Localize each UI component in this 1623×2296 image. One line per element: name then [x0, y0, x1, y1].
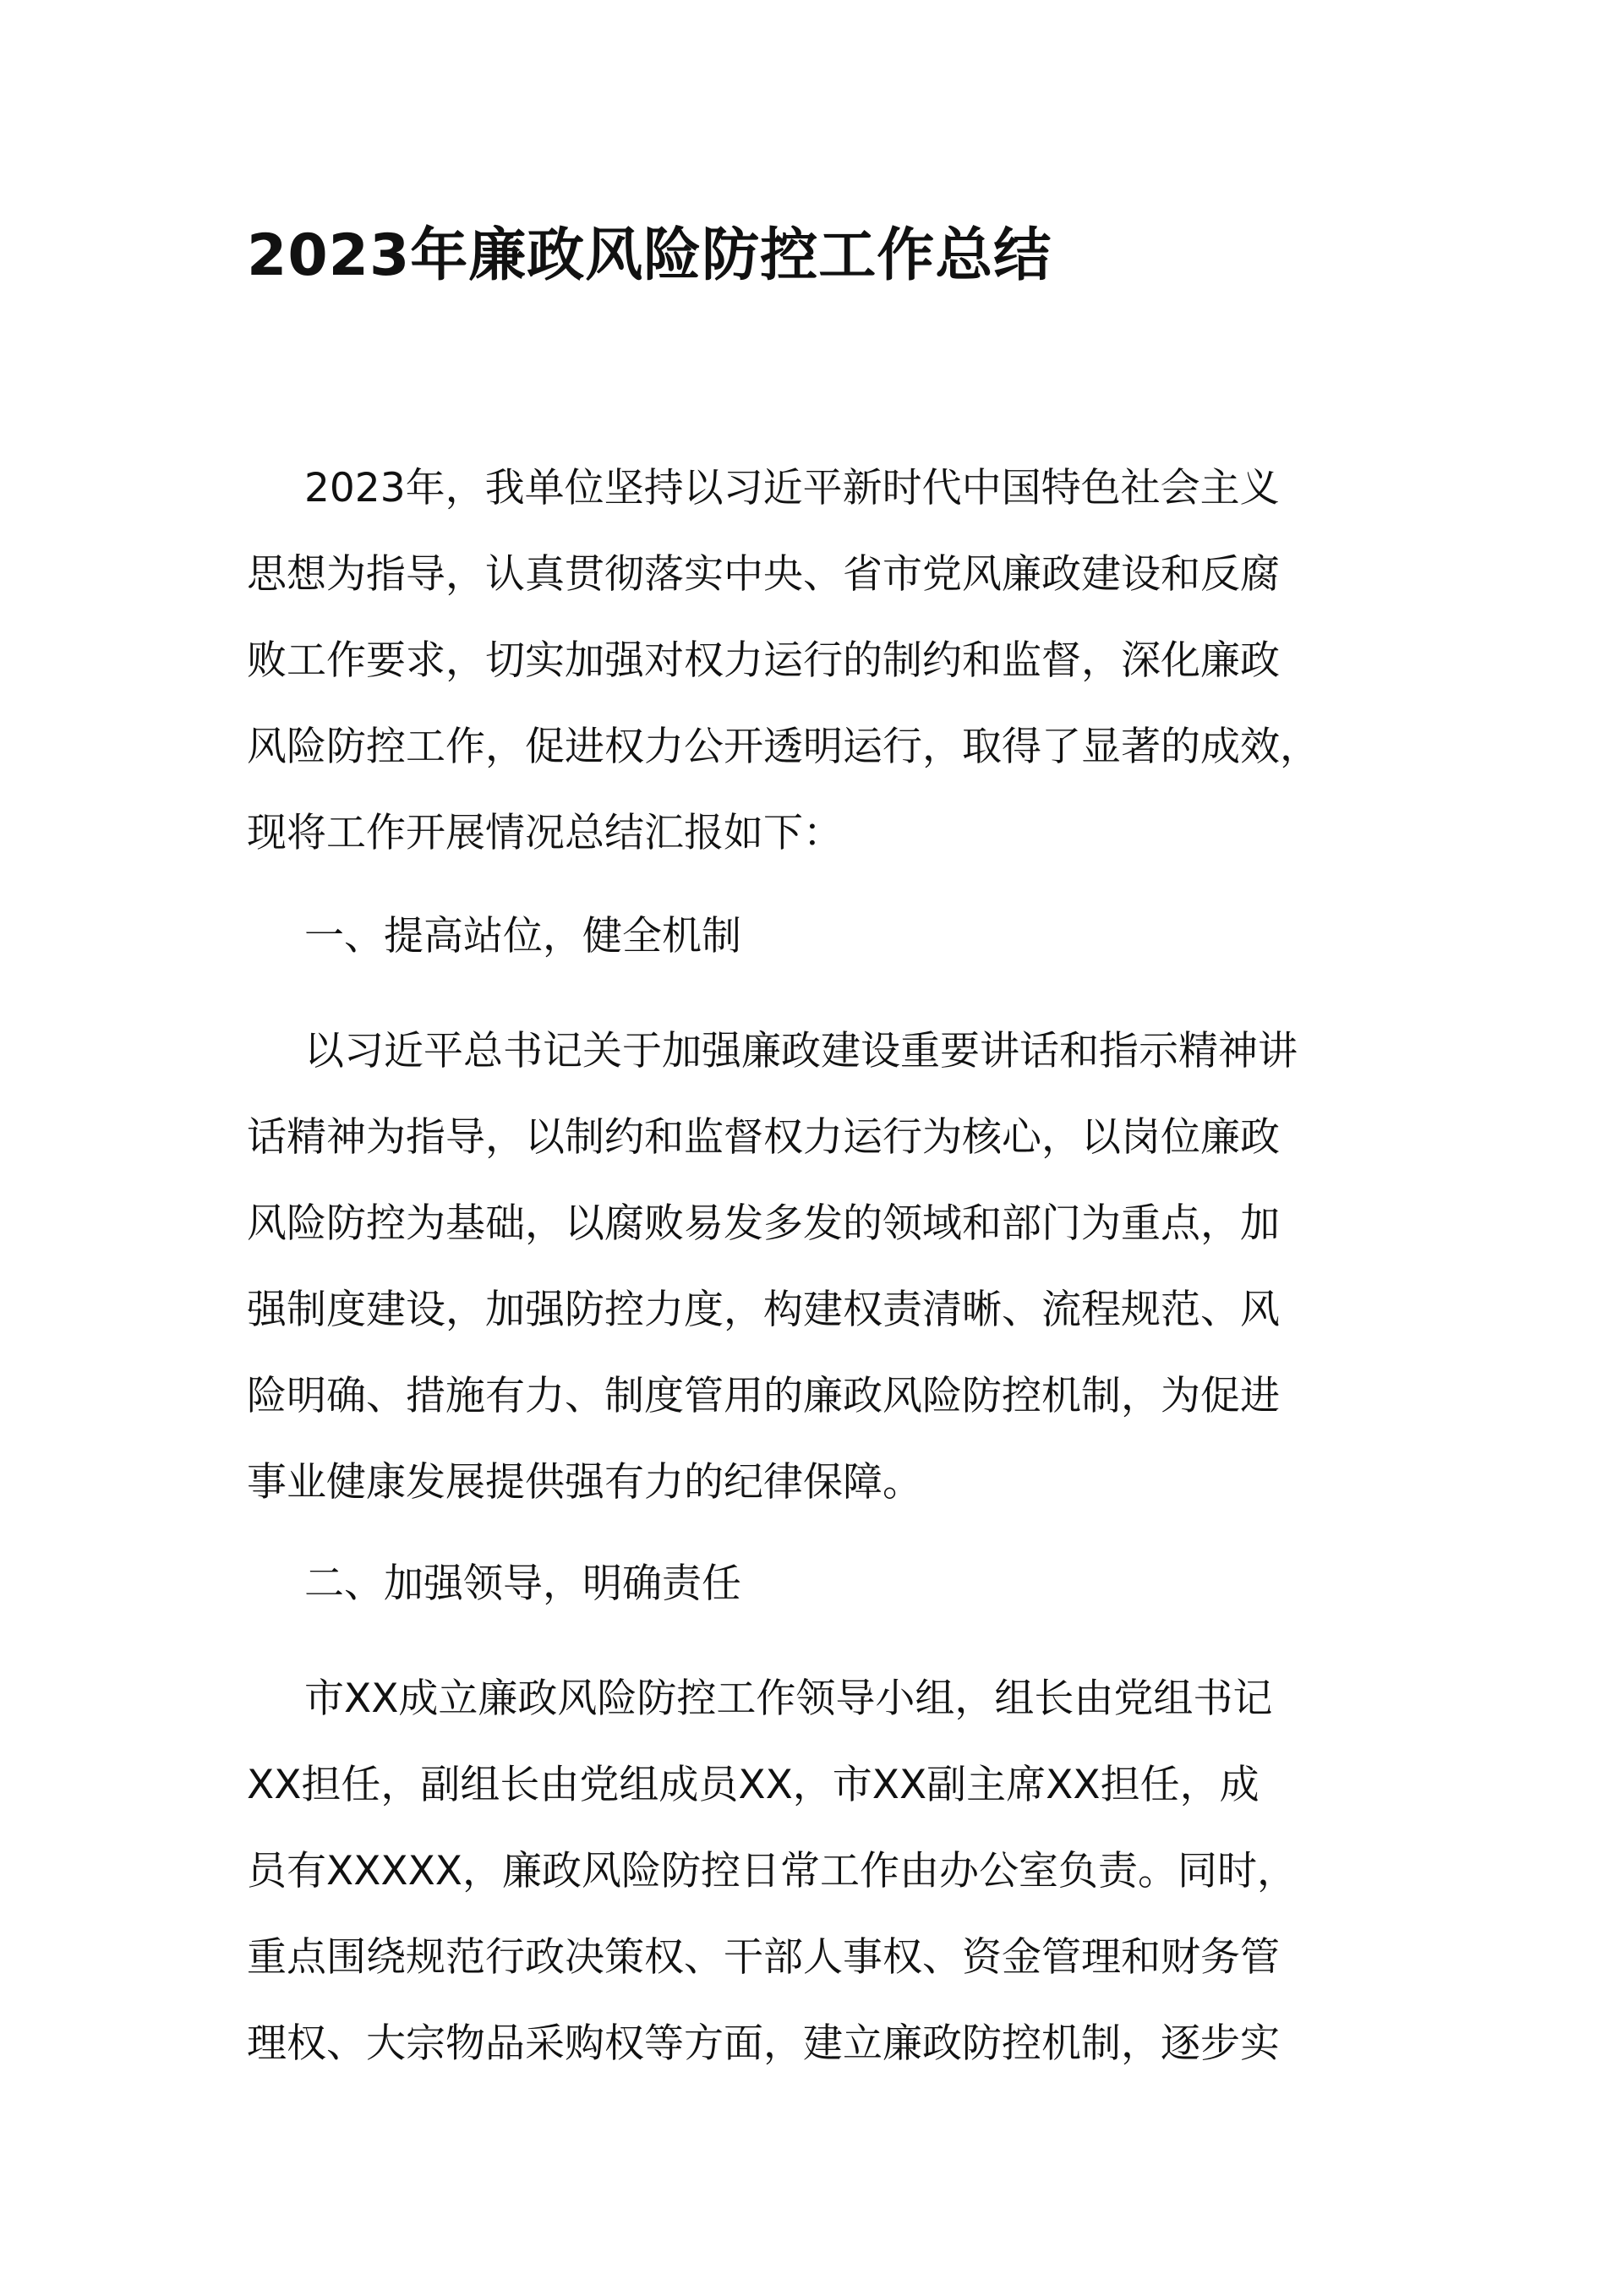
document-title: 2023年廉政风险防控工作总结: [247, 222, 1052, 289]
section-heading-2: [247, 1541, 1380, 1627]
paragraph-line: 员有XXXXX，廉政风险防控日常工作由办公室负责。同时，: [247, 1848, 1297, 1894]
paragraph-section-1: [247, 1009, 1380, 1526]
paragraph-line: 风险防控工作，促进权力公开透明运行，取得了显著的成效，: [247, 724, 1320, 770]
paragraph-line: 现将工作开展情况总结汇报如下：: [247, 810, 843, 856]
paragraph-line: 重点围绕规范行政决策权、干部人事权、资金管理和财务管: [247, 1934, 1280, 1981]
paragraph-line: 险明确、措施有力、制度管用的廉政风险防控机制，为促进: [247, 1373, 1280, 1419]
paragraph-line: 风险防控为基础，以腐败易发多发的领域和部门为重点，加: [247, 1200, 1280, 1247]
paragraph-line: 事业健康发展提供强有力的纪律保障。: [247, 1459, 922, 1506]
paragraph-line: 败工作要求，切实加强对权力运行的制约和监督，深化廉政: [247, 637, 1280, 684]
paragraph-line: 强制度建设，加强防控力度，构建权责清晰、流程规范、风: [247, 1287, 1280, 1333]
paragraph-line: 市XX成立廉政风险防控工作领导小组，组长由党组书记: [304, 1676, 1273, 1722]
paragraph-intro: [247, 446, 1380, 877]
section-heading: 二、加强领导，明确责任: [304, 1561, 741, 1607]
paragraph-line: XX担任，副组长由党组成员XX，市XX副主席XX担任，成: [247, 1762, 1260, 1808]
section-heading-1: [247, 894, 1380, 980]
paragraph-line: 2023年，我单位坚持以习近平新时代中国特色社会主义: [304, 465, 1280, 511]
section-heading: 一、提高站位，健全机制: [304, 913, 741, 959]
paragraph-line: 思想为指导，认真贯彻落实中央、省市党风廉政建设和反腐: [247, 551, 1280, 598]
paragraph-line: 理权、大宗物品采购权等方面，建立廉政防控机制，逐步实: [247, 2020, 1280, 2067]
paragraph-section-2: [247, 1656, 1380, 2087]
paragraph-line: 以习近平总书记关于加强廉政建设重要讲话和指示精神讲: [304, 1028, 1298, 1074]
paragraph-line: 话精神为指导，以制约和监督权力运行为核心，以岗位廉政: [247, 1114, 1280, 1161]
